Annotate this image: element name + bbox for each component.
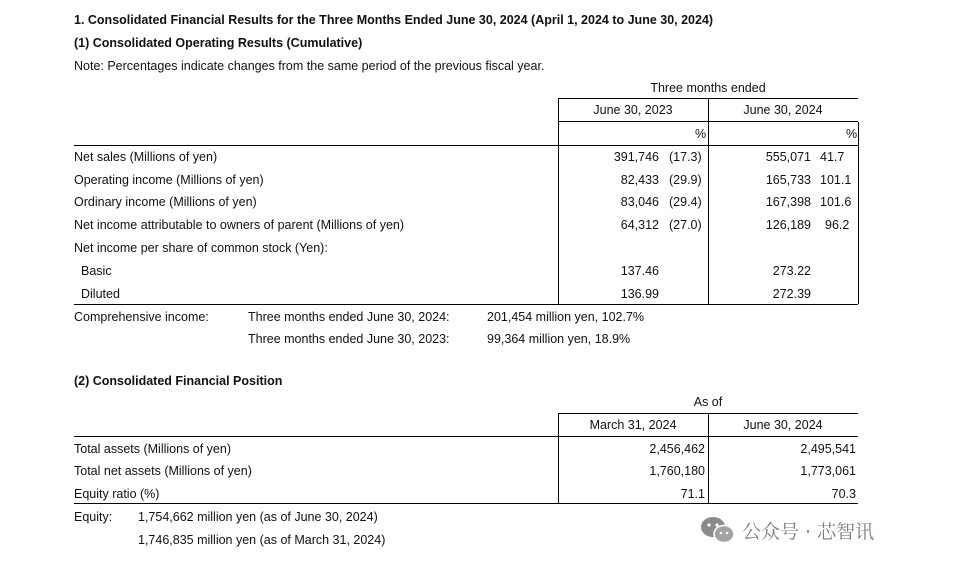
section-2-title: (2) Consolidated Financial Position — [74, 374, 283, 388]
row-value-2023: 83,046 — [620, 195, 659, 209]
comprehensive-value-2024: 201,454 million yen, 102.7% — [487, 310, 645, 324]
row-label: Equity ratio (%) — [74, 487, 160, 501]
diluted-label: Diluted — [81, 287, 120, 301]
watermark — [700, 515, 874, 545]
basic-value-2023: 137.46 — [620, 264, 659, 278]
table-2-top-rule — [74, 436, 858, 437]
row-value-2023: 82,433 — [620, 173, 659, 187]
row-pct-2023: (17.3) — [669, 150, 702, 164]
table-top-rule — [74, 145, 858, 146]
diluted-value-2023: 136.99 — [620, 287, 659, 301]
row-value-march: 71.1 — [680, 487, 705, 501]
col-header-march-2024: March 31, 2024 — [589, 418, 677, 432]
section-1-subtitle: (1) Consolidated Operating Results (Cumulative) — [74, 36, 363, 50]
section-1-title: 1. Consolidated Financial Results for the Three Months Ended June 30, 2024 (April 1, 2024 to June 30, 2024) — [74, 13, 714, 27]
row-value-2024: 167,398 — [765, 195, 811, 209]
basic-label: Basic — [81, 264, 112, 278]
row-pct-2024: 96.2 — [825, 218, 850, 232]
eps-label: Net income per share of common stock (Yen): — [74, 241, 328, 255]
row-value-2024: 555,071 — [765, 150, 811, 164]
wechat-icon — [700, 515, 736, 545]
row-pct-2024: 101.6 — [820, 195, 852, 209]
row-value-2024: 165,733 — [765, 173, 811, 187]
diluted-value-2024: 272.39 — [772, 287, 811, 301]
comprehensive-period-2023: Three months ended June 30, 2023: — [248, 332, 450, 346]
pct-header-2024: % — [846, 127, 858, 141]
row-value-march: 2,456,462 — [649, 442, 705, 456]
pct-header-2023: % — [695, 127, 707, 141]
col-header-2024: June 30, 2024 — [743, 103, 823, 117]
table-1-divider-right — [858, 122, 859, 304]
table-2-divider-mid — [708, 414, 709, 503]
col-header-june-2024: June 30, 2024 — [743, 418, 823, 432]
table-1-divider-left — [558, 99, 559, 304]
row-label: Operating income (Millions of yen) — [74, 173, 264, 187]
table-2-bottom-rule — [74, 503, 858, 504]
row-label: Total assets (Millions of yen) — [74, 442, 232, 456]
row-label: Net sales (Millions of yen) — [74, 150, 218, 164]
percentage-note: Note: Percentages indicate changes from the same period of the previous fiscal year. — [74, 59, 545, 73]
row-pct-2023: (27.0) — [669, 218, 702, 232]
as-of-header: As of — [693, 395, 723, 409]
row-pct-2024: 101.1 — [820, 173, 852, 187]
basic-value-2024: 273.22 — [772, 264, 811, 278]
three-months-header: Three months ended — [650, 81, 766, 95]
row-value-june: 2,495,541 — [800, 442, 856, 456]
equity-label: Equity: — [74, 510, 113, 524]
comprehensive-period-2024: Three months ended June 30, 2024: — [248, 310, 450, 324]
row-value-june: 1,773,061 — [800, 464, 856, 478]
table-1-divider-mid — [708, 99, 709, 304]
table-bottom-rule — [74, 304, 858, 305]
row-label: Total net assets (Millions of yen) — [74, 464, 252, 478]
equity-march-2024: 1,746,835 million yen (as of March 31, 2024) — [138, 533, 386, 547]
comprehensive-income-label: Comprehensive income: — [74, 310, 209, 324]
comprehensive-value-2023: 99,364 million yen, 18.9% — [487, 332, 631, 346]
row-pct-2023: (29.9) — [669, 173, 702, 187]
row-value-2024: 126,189 — [765, 218, 811, 232]
table-2-divider-left — [558, 414, 559, 503]
row-value-2023: 391,746 — [613, 150, 659, 164]
row-pct-2024: 41.7 — [820, 150, 845, 164]
row-value-march: 1,760,180 — [649, 464, 705, 478]
row-value-june: 70.3 — [831, 487, 856, 501]
watermark-text: 公众号 · 芯智讯 — [742, 520, 875, 543]
row-value-2023: 64,312 — [620, 218, 659, 232]
equity-june-2024: 1,754,662 million yen (as of June 30, 2024) — [138, 510, 378, 524]
row-pct-2023: (29.4) — [669, 195, 702, 209]
col-header-2023: June 30, 2023 — [593, 103, 673, 117]
row-label: Net income attributable to owners of parent (Millions of yen) — [74, 218, 405, 232]
row-label: Ordinary income (Millions of yen) — [74, 195, 257, 209]
